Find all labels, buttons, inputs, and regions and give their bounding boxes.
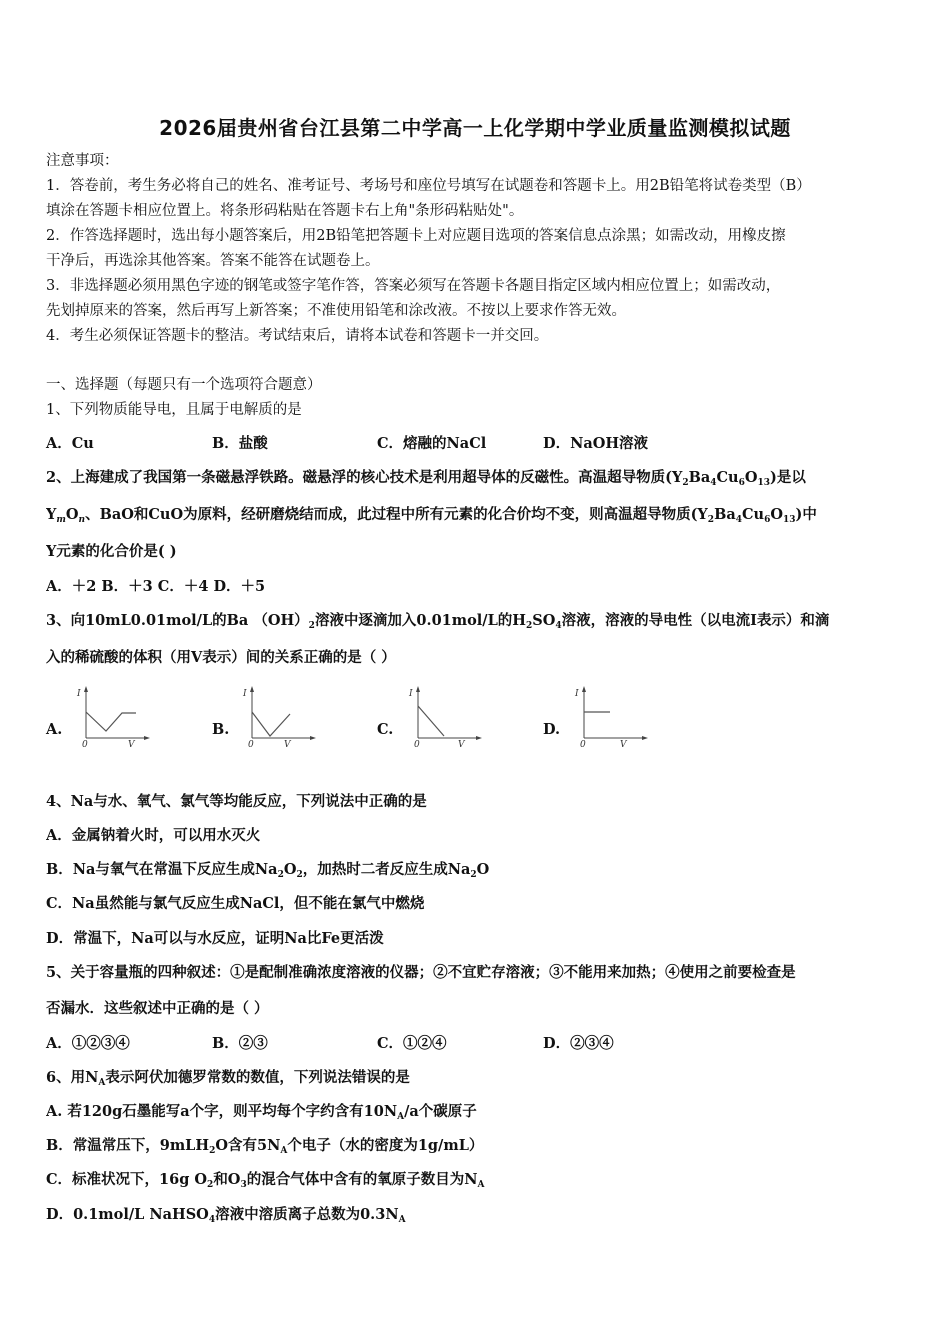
axis-x-label: V: [284, 740, 291, 748]
notice-line: 填涂在答题卡相应位置上。将条形码粘贴在答题卡右上角"条形码粘贴处"。: [46, 203, 524, 219]
axis-x-label: V: [458, 740, 465, 748]
q5-option-a: A．①②③④: [46, 1035, 130, 1052]
axis-origin: 0: [82, 740, 88, 748]
question-5-line-2: 否漏水．这些叙述中正确的是（ ）: [46, 1000, 269, 1017]
notice-line: 先划掉原来的答案，然后再写上新答案；不准使用铅笔和涂改液。不按以上要求作答无效。: [46, 303, 626, 319]
q3-option-c-label: C.: [377, 721, 394, 738]
q1-option-d: D．NaOH溶液: [543, 435, 649, 452]
q5-option-b: B．②③: [212, 1035, 268, 1052]
q1-option-a: A．Cu: [46, 435, 94, 452]
q4-option-c: C．Na虽然能与氯气反应生成NaCl，但不能在氯气中燃烧: [46, 895, 425, 912]
notice-line: 3．非选择题必须用黑色字迹的钢笔或签字笔作答，答案必须写在答题卡各题目指定区域内相应位置上；如需改动，: [46, 278, 781, 294]
axis-x-label: V: [620, 740, 627, 748]
axis-x-label: V: [128, 740, 135, 748]
axis-y-label: I: [77, 689, 81, 699]
q3-option-b-label: B.: [212, 721, 230, 738]
question-5-line-1: 5、关于容量瓶的四种叙述：①是配制准确浓度溶液的仪器；②不宜贮存溶液；③不能用来加热；④使用之前要检查是: [46, 964, 796, 981]
question-3-line-1: 3、向10mL0.01mol/L的Ba $(OH)_2$溶液中逐滴加入0.01mol/L的$H_2SO_4$溶液，溶液的导电性（以电流I表示）和滴: [46, 612, 830, 631]
notice-line: 干净后，再选涂其他答案。答案不能答在试题卷上。: [46, 253, 380, 269]
question-6-stem: 6、用$N_A$表示阿伏加德罗常数的数值，下列说法错误的是: [46, 1069, 410, 1088]
question-2-line-3: Y元素的化合价是( ): [46, 543, 177, 560]
question-2-line-2: $Y_mO_n$、BaO和CuO为原料，经研磨烧结而成，此过程中所有元素的化合价均不变，则高温超导物质$(Y_2Ba_4Cu_6O_{13})$中: [46, 506, 817, 525]
q1-option-c: C．熔融的NaCl: [377, 435, 487, 452]
q3-option-d-label: D.: [543, 721, 561, 738]
axis-y-label: I: [575, 689, 579, 699]
q6-option-c: C．标准状况下，16g $O_2$和$O_3$的混合气体中含有的氧原子数目为$N_A$: [46, 1171, 485, 1190]
question-2-line-1: 2、上海建成了我国第一条磁悬浮铁路。磁悬浮的核心技术是利用超导体的反磁性。高温超导物质$(Y_2Ba_4Cu_6O_{13})$是以: [46, 469, 806, 488]
page-title: 2026届贵州省台江县第二中学高一上化学期中学业质量监测模拟试题: [159, 116, 791, 140]
q3-graph-c: [404, 684, 484, 748]
axis-y-label: I: [409, 689, 413, 699]
notice-line: 4．考生必须保证答题卡的整洁。考试结束后，请将本试卷和答题卡一并交回。: [46, 328, 549, 344]
q5-option-c: C．①②④: [377, 1035, 447, 1052]
q3-option-a-label: A.: [46, 721, 63, 738]
question-3-line-2: 入的稀硫酸的体积（用V表示）间的关系正确的是（ ）: [46, 649, 396, 666]
q6-option-b: B．常温常压下，9mLH$_2$O含有$5N_A$个电子（水的密度为1g/mL）: [46, 1137, 484, 1156]
question-1-stem: 1、下列物质能导电，且属于电解质的是: [46, 402, 302, 418]
axis-origin: 0: [248, 740, 254, 748]
q6-option-a: A. 若120g石墨能写a个字，则平均每个字约含有$10N_A/a$个碳原子: [46, 1103, 477, 1122]
q2-options: A．＋2 B．＋3 C．＋4 D．＋5: [46, 578, 266, 595]
q3-graph-a: [72, 684, 152, 748]
notice-line: 1．答卷前，考生务必将自己的姓名、准考证号、考场号和座位号填写在试题卷和答题卡上。用2B铅笔将试卷类型（B）: [46, 178, 811, 194]
q6-option-d: D．0.1mol/L NaHSO$_4$溶液中溶质离子总数为$0.3N_A$: [46, 1206, 406, 1225]
axis-y-label: I: [243, 689, 247, 699]
axis-origin: 0: [414, 740, 420, 748]
notice-heading: 注意事项：: [46, 153, 119, 169]
q3-graph-d: [570, 684, 650, 748]
axis-origin: 0: [580, 740, 586, 748]
question-4-stem: 4、Na与水、氧气、氯气等均能反应，下列说法中正确的是: [46, 793, 427, 810]
q1-option-b: B．盐酸: [212, 435, 268, 452]
q3-graph-b: [238, 684, 318, 748]
q4-option-d: D．常温下，Na可以与水反应，证明Na比Fe更活泼: [46, 930, 384, 947]
notice-line: 2．作答选择题时，选出每小题答案后，用2B铅笔把答题卡上对应题目选项的答案信息点涂黑；如需改动，用橡皮擦: [46, 228, 786, 244]
section-heading: 一、选择题（每题只有一个选项符合题意）: [46, 377, 322, 393]
q5-option-d: D．②③④: [543, 1035, 614, 1052]
q4-option-b: B．Na与氧气在常温下反应生成$Na_2O_2$，加热时二者反应生成$Na_2O$: [46, 861, 490, 880]
q4-option-a: A．金属钠着火时，可以用水灭火: [46, 827, 261, 844]
